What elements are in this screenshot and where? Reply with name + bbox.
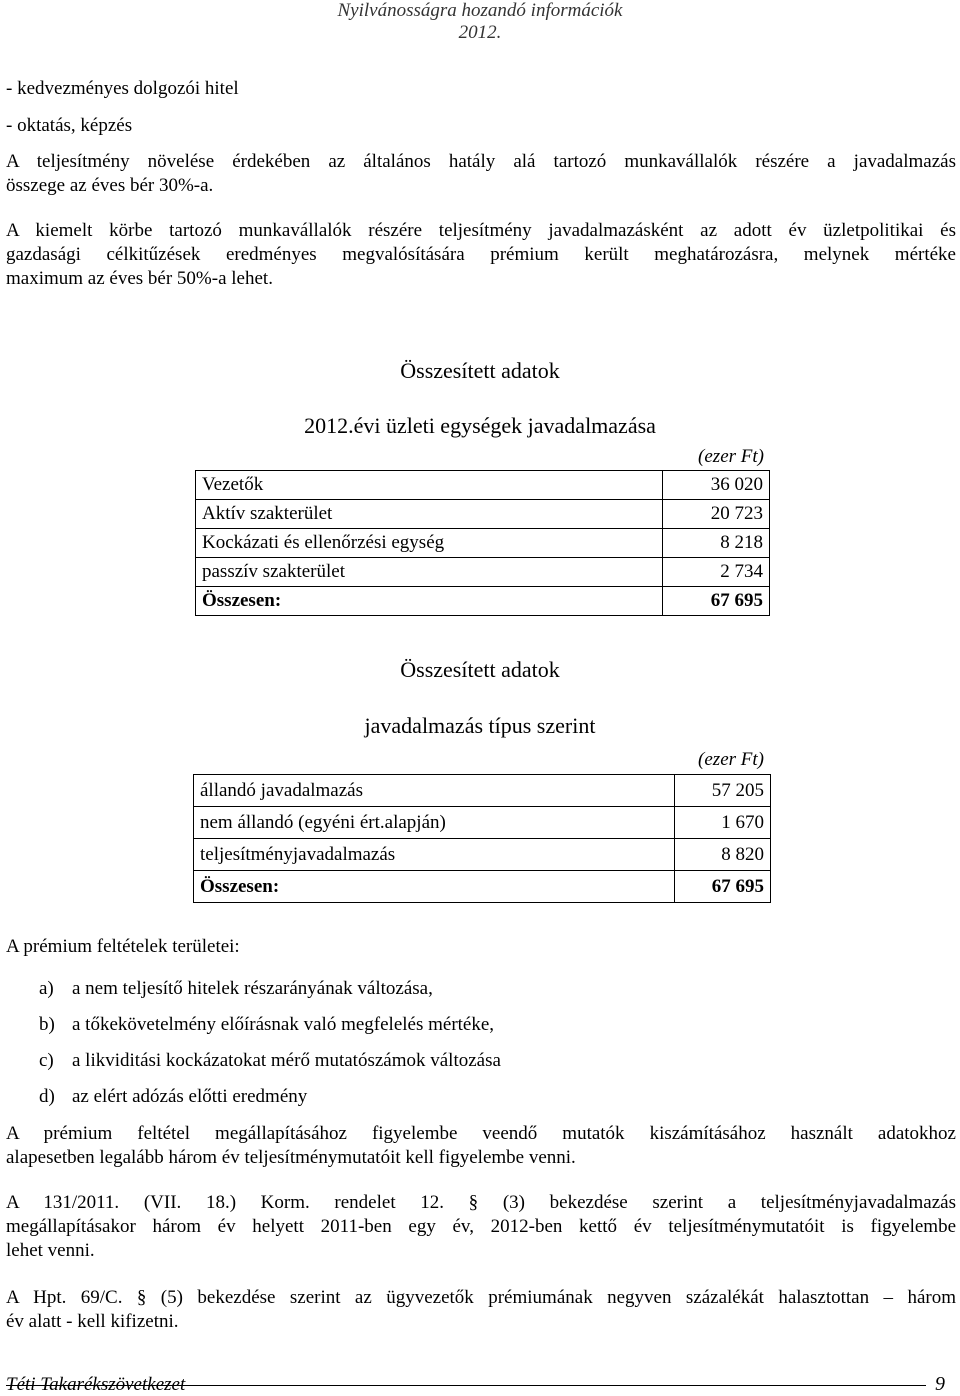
- row-label: Kockázati és ellenőrzési egység: [196, 529, 663, 558]
- total-label: Összesen:: [196, 587, 663, 616]
- paragraph-line: A teljesítmény növelése érdekében az általános hatály alá tartozó munkavállalók részére a javadalmazás: [6, 151, 956, 172]
- row-value: 8 218: [663, 529, 770, 558]
- paragraph-line: A prémium feltétel megállapításához figyelembe veendő mutatók kiszámításához használt adatokhoz: [6, 1123, 956, 1144]
- list-item: a tőkekövetelmény előírásnak való megfelelés mértéke,: [72, 1014, 495, 1035]
- list-item: a likviditási kockázatokat mérő mutatószámok változása: [72, 1050, 501, 1071]
- row-label: Aktív szakterület: [196, 500, 663, 529]
- total-label: Összesen:: [194, 871, 675, 903]
- total-value: 67 695: [663, 587, 770, 616]
- row-value: 36 020: [663, 471, 770, 500]
- paragraph-line: A kiemelt körbe tartozó munkavállalók részére teljesítmény javadalmazásként az adott év üzletpolitikai és: [6, 220, 956, 241]
- row-label: Vezetők: [196, 471, 663, 500]
- list-item-marker: a): [39, 978, 54, 999]
- row-value: 2 734: [663, 558, 770, 587]
- list-item-marker: d): [39, 1086, 55, 1107]
- paragraph-line: év alatt - kell kifizetni.: [6, 1311, 179, 1332]
- table2-unit: (ezer Ft): [698, 749, 764, 770]
- table1-heading: Összesített adatok: [400, 358, 560, 383]
- header-title: Nyilvánosságra hozandó információk: [337, 0, 623, 21]
- list-item: - oktatás, képzés: [6, 115, 133, 136]
- table1-business-units: [195, 470, 770, 616]
- list-item: az elért adózás előtti eredmény: [72, 1086, 308, 1107]
- paragraph-hpt: [6, 1286, 956, 1334]
- premium-intro: A prémium feltételek területei:: [6, 936, 240, 957]
- table-row: [196, 558, 770, 587]
- footer-organization: Téti Takarékszövetkezet: [6, 1374, 186, 1395]
- list-item-marker: b): [39, 1014, 55, 1035]
- table1-subheading: 2012.évi üzleti egységek javadalmazása: [304, 413, 656, 438]
- header-year: 2012.: [458, 22, 502, 43]
- table-row: [194, 839, 771, 871]
- row-label: passzív szakterület: [196, 558, 663, 587]
- list-item: - kedvezményes dolgozói hitel: [6, 78, 239, 99]
- table-total-row: [196, 587, 770, 616]
- row-label: nem állandó (egyéni ért.alapján): [194, 807, 675, 839]
- paragraph-line: alapesetben legalább három év teljesítménymutatóit kell figyelembe venni.: [6, 1147, 576, 1168]
- paragraph-line: A 131/2011. (VII. 18.) Korm. rendelet 12. § (3) bekezdése szerint a teljesítményjavadalmazás: [6, 1192, 956, 1213]
- paragraph-line: összege az éves bér 30%-a.: [6, 175, 214, 196]
- paragraph-line: megállapításakor három év helyett 2011-ben egy év, 2012-ben kettő év teljesítménymutatóit is figyelembe: [6, 1216, 956, 1237]
- page-number: 9: [935, 1373, 945, 1395]
- row-value: 1 670: [675, 807, 771, 839]
- page-header: [0, 0, 960, 44]
- table2-remuneration-types: [193, 774, 771, 903]
- table-row: [196, 529, 770, 558]
- table2-heading: Összesített adatok: [400, 657, 560, 682]
- paragraph-line: maximum az éves bér 50%-a lehet.: [6, 268, 273, 289]
- list-item: a nem teljesítő hitelek részarányának változása,: [72, 978, 433, 999]
- paragraph-regulation: [6, 1191, 956, 1263]
- paragraph-line: gazdasági célkitűzések eredményes megvalósítására prémium került meghatározásra, melynek mértéke: [6, 244, 956, 265]
- table-row: [194, 807, 771, 839]
- total-value: 67 695: [675, 871, 771, 903]
- row-value: 20 723: [663, 500, 770, 529]
- paragraph-line: A Hpt. 69/C. § (5) bekezdése szerint az ügyvezetők prémiumának negyven százalékát halasztottan – három: [6, 1287, 956, 1308]
- table1-unit: (ezer Ft): [698, 446, 764, 467]
- paragraph-general-staff: [6, 150, 956, 198]
- row-value: 57 205: [675, 775, 771, 807]
- row-label: állandó javadalmazás: [194, 775, 675, 807]
- list-item-marker: c): [39, 1050, 54, 1071]
- paragraph-line: lehet venni.: [6, 1240, 95, 1261]
- paragraph-key-staff: [6, 219, 956, 291]
- table-row: [196, 471, 770, 500]
- paragraph-premium-basis: [6, 1122, 956, 1170]
- row-value: 8 820: [675, 839, 771, 871]
- table2-subheading: javadalmazás típus szerint: [364, 713, 596, 738]
- table-total-row: [194, 871, 771, 903]
- table-row: [194, 775, 771, 807]
- row-label: teljesítményjavadalmazás: [194, 839, 675, 871]
- table-row: [196, 500, 770, 529]
